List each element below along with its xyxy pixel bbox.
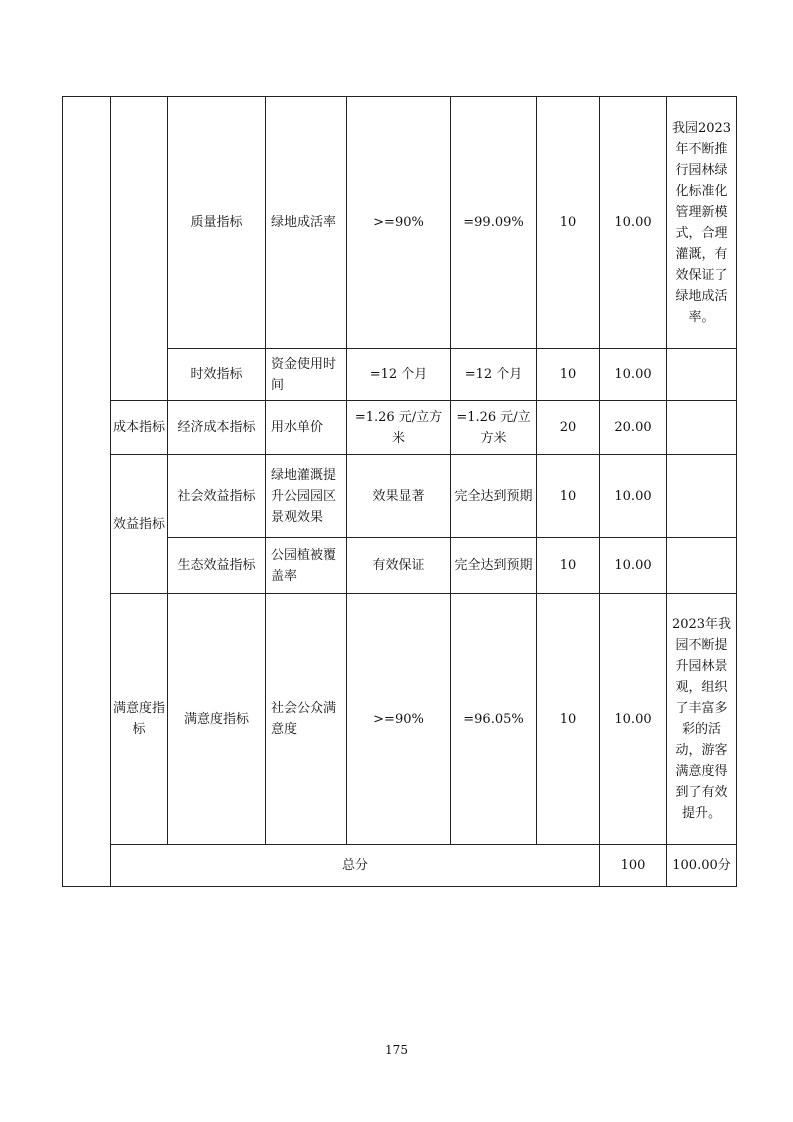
note-cell: 我园2023年不断推行园林绿化标准化管理新模式，合理灌溉，有效保证了绿地成活率。	[667, 97, 737, 349]
level2-cell: 成本指标	[111, 401, 168, 455]
target-cell: 有效保证	[347, 538, 451, 594]
target-cell: =1.26 元/立方米	[347, 401, 451, 455]
actual-cell: =96.05%	[451, 594, 537, 845]
note-cell	[667, 455, 737, 538]
total-weight: 100	[600, 845, 667, 887]
indicator-cell: 社会公众满意度	[266, 594, 347, 845]
weight-cell: 10	[537, 594, 600, 845]
indicator-cell: 绿地灌溉提升公园园区景观效果	[266, 455, 347, 538]
note-cell	[667, 349, 737, 401]
table-row	[63, 401, 737, 455]
actual-cell: =1.26 元/立方米	[451, 401, 537, 455]
table-row	[63, 594, 737, 845]
indicator-cell: 资金使用时间	[266, 349, 347, 401]
weight-cell: 20	[537, 401, 600, 455]
weight-cell: 10	[537, 349, 600, 401]
score-cell: 20.00	[600, 401, 667, 455]
level3-cell: 生态效益指标	[168, 538, 266, 594]
weight-cell: 10	[537, 97, 600, 349]
page-number: 175	[385, 1043, 408, 1057]
note-cell	[667, 538, 737, 594]
target-cell: =12 个月	[347, 349, 451, 401]
target-cell: >=90%	[347, 594, 451, 845]
actual-cell: 完全达到预期	[451, 455, 537, 538]
level2-cell	[111, 97, 168, 401]
table-row	[63, 97, 737, 349]
level3-cell: 时效指标	[168, 349, 266, 401]
target-cell: 效果显著	[347, 455, 451, 538]
total-row	[63, 845, 737, 887]
target-cell: >=90%	[347, 97, 451, 349]
weight-cell: 10	[537, 538, 600, 594]
note-cell: 2023年我园不断提升园林景观，组织了丰富多彩的活动，游客满意度得到了有效提升。	[667, 594, 737, 845]
score-cell: 10.00	[600, 594, 667, 845]
actual-cell: =12 个月	[451, 349, 537, 401]
level3-cell: 质量指标	[168, 97, 266, 349]
table-row	[63, 455, 737, 538]
weight-cell: 10	[537, 455, 600, 538]
level3-cell: 经济成本指标	[168, 401, 266, 455]
level2-cell: 效益指标	[111, 455, 168, 594]
score-cell: 10.00	[600, 349, 667, 401]
score-cell: 10.00	[600, 97, 667, 349]
total-label: 总分	[111, 845, 600, 887]
indicator-cell: 用水单价	[266, 401, 347, 455]
actual-cell: =99.09%	[451, 97, 537, 349]
score-cell: 10.00	[600, 455, 667, 538]
indicator-cell: 绿地成活率	[266, 97, 347, 349]
total-score: 100.00分	[667, 845, 737, 887]
level3-cell: 满意度指标	[168, 594, 266, 845]
note-cell	[667, 401, 737, 455]
level1-cell	[63, 97, 111, 887]
level3-cell: 社会效益指标	[168, 455, 266, 538]
performance-indicator-table	[62, 96, 737, 887]
level2-cell: 满意度指标	[111, 594, 168, 845]
actual-cell: 完全达到预期	[451, 538, 537, 594]
indicator-cell: 公园植被覆盖率	[266, 538, 347, 594]
score-cell: 10.00	[600, 538, 667, 594]
